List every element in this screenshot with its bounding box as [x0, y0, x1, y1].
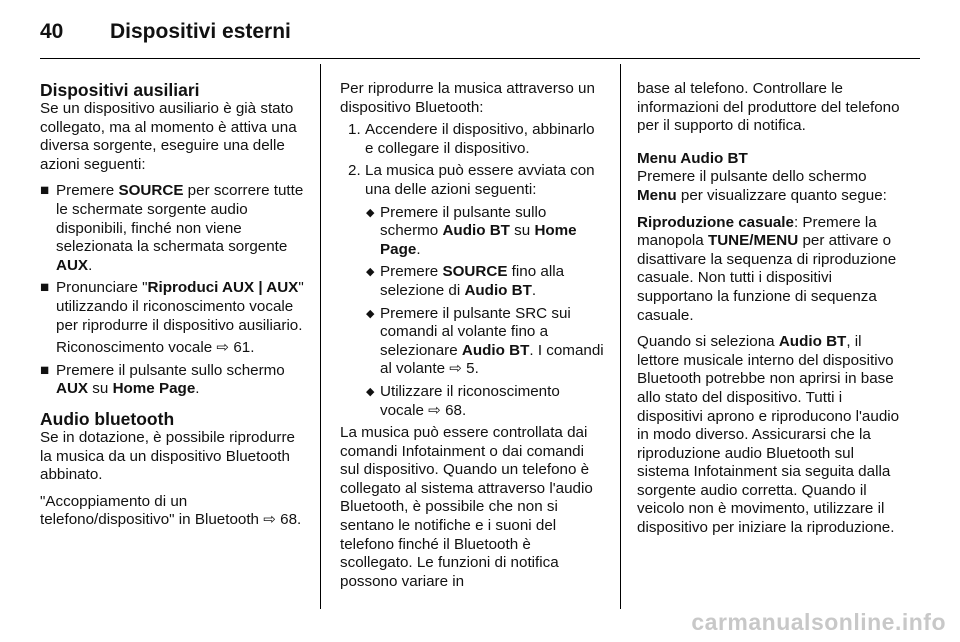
- list-item: ◆ Premere il pulsante SRC sui comandi al volante fino a selezionare Audio BT. I comandi al volante ⇨ 5.: [366, 304, 604, 378]
- page-header: [40, 12, 291, 52]
- square-bullet-icon: ■: [40, 361, 50, 379]
- aux-actions-list: [40, 182, 304, 335]
- aux-intro: Se un dispositivo ausiliario è già stato collegato, ma al momento è attiva una diversa sorgente, eseguire una delle azioni seguenti:: [40, 100, 297, 173]
- bluetooth-intro: Se in dotazione, è possibile riprodurre la musica da un dispositivo Bluetooth abbinato.: [40, 428, 295, 484]
- square-bullet-icon: ■: [40, 182, 50, 200]
- list-item: ◆ Premere il pulsante sullo schermo Audio BT su Home Page.: [366, 203, 577, 258]
- bluetooth-pairing-ref: "Accoppiamento di un telefono/dispositivo" in Bluetooth ⇨ 68.: [40, 492, 302, 529]
- list-item: ■ Premere SOURCE per scorrere tutte le schermate sorgente audio disponibili, finché non viene selezionata la schermata sorgente AUX.: [40, 182, 304, 274]
- column-divider-1: [320, 64, 321, 609]
- list-item: ◆ Premere SOURCE fino alla selezione di Audio BT.: [366, 263, 565, 299]
- column-2: [340, 80, 604, 599]
- diamond-bullet-icon: ◆: [366, 385, 375, 398]
- watermark: carmanualsonline.info: [691, 609, 946, 635]
- section-heading-bluetooth: Audio bluetooth: [40, 408, 175, 429]
- steps-list: [340, 121, 604, 199]
- shuffle-description: Riproduzione casuale: Premere la manopola TUNE/MENU per attivare o disattivare la sequenza di riproduzione casuale. Non tutti i dispositivi supportano la funzione di sequenza casuale.: [637, 213, 897, 324]
- menu-intro: Premere il pulsante dello schermo Menu per visualizzare quanto segue:: [637, 168, 887, 204]
- diamond-bullet-icon: ◆: [366, 266, 375, 279]
- step-item: 2. La musica può essere avviata con una delle azioni seguenti:: [348, 162, 595, 198]
- page-title: Dispositivi esterni: [110, 20, 291, 43]
- section-heading-menu: Menu Audio BT: [637, 149, 748, 167]
- bt-notification-text: La musica può essere controllata dai comandi Infotainment o dai comandi sul dispositivo. Quando un telefono è collegato al sistema attraverso l'audio Bluetooth, è possibile che non si sentano le notifiche e i suoni del telefono finché il Bluetooth è scollegato. Le funzioni di notifica possono variare in: [340, 424, 593, 590]
- bt-play-intro: Per riprodurre la musica attraverso un dispositivo Bluetooth:: [340, 80, 595, 116]
- list-item: ■ Pronunciare "Riproduci AUX | AUX" utilizzando il riconoscimento vocale per riprodurre il dispositivo ausiliario.: [40, 279, 304, 334]
- section-heading-aux: Dispositivi ausiliari: [40, 80, 200, 100]
- list-item: ◆ Utilizzare il riconoscimento vocale ⇨ 68.: [366, 382, 560, 419]
- step-item: 1. Accendere il dispositivo, abbinarlo e collegare il dispositivo.: [348, 121, 595, 157]
- audio-bt-selection-note: Quando si seleziona Audio BT, il lettore musicale interno del dispositivo Bluetooth potrebbe non aprirsi in base allo stato del dispositivo. Tutti i dispositivi aprono e riproducono l'audio in modo diverso. Assicurarsi che la riproduzione audio Bluetooth sul sistema Infotainment sia seguita dalla sorgente audio corretta. Quando il veicolo non è movimento, utilizzare il dispositivo per iniziare la riproduzione.: [637, 333, 900, 537]
- column-divider-2: [620, 64, 621, 609]
- start-actions-list: [340, 204, 604, 421]
- list-item: ■ Premere il pulsante sullo schermo AUX su Home Page.: [40, 361, 285, 398]
- square-bullet-icon: ■: [40, 279, 50, 297]
- notification-continued: base al telefono. Controllare le informazioni del produttore del telefono per il supporto di notifica.: [637, 80, 900, 135]
- voice-recognition-ref: Riconoscimento vocale ⇨ 61.: [56, 339, 255, 357]
- diamond-bullet-icon: ◆: [366, 206, 375, 219]
- header-rule: [40, 58, 920, 59]
- diamond-bullet-icon: ◆: [366, 307, 375, 320]
- column-1: [40, 80, 304, 538]
- page-number: 40: [40, 20, 64, 43]
- column-3: [637, 80, 903, 546]
